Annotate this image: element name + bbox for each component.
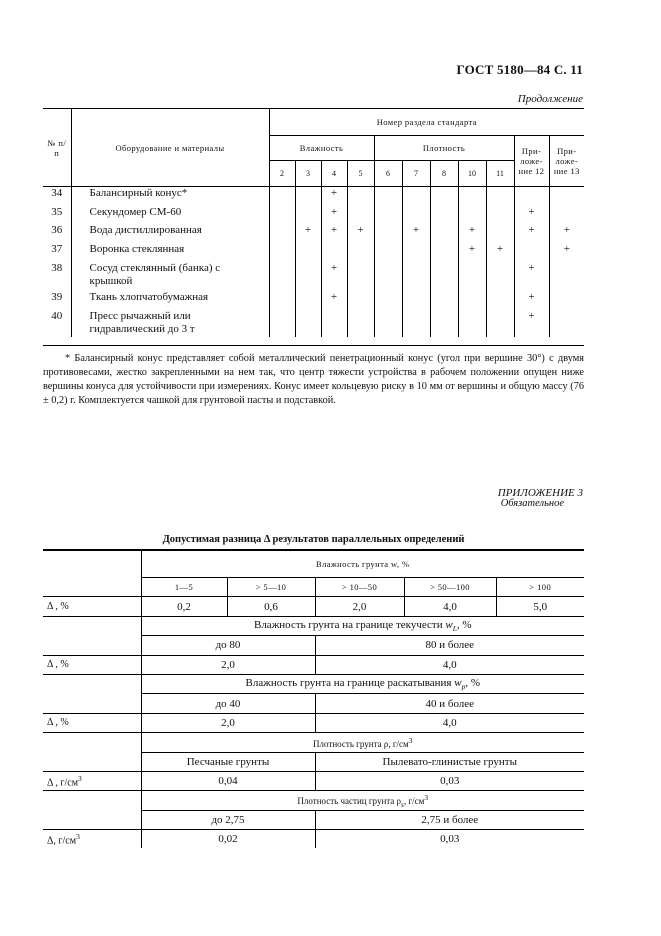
delta-gcm-sup: 3 xyxy=(78,773,82,783)
mark-cell xyxy=(514,187,549,206)
liquid-range: 80 и более xyxy=(315,636,584,655)
delta-label: Δ , % xyxy=(43,655,141,674)
mark-cell xyxy=(374,187,402,206)
moisture-range: > 10—50 xyxy=(315,578,404,597)
mark-cell xyxy=(295,187,321,206)
mark-cell xyxy=(458,291,486,310)
mark-cell xyxy=(347,187,374,206)
mark-cell: + xyxy=(402,224,430,243)
mark-cell: + xyxy=(514,262,549,291)
mark-cell xyxy=(430,224,458,243)
sub-col: 7 xyxy=(402,161,430,187)
equipment-table xyxy=(43,108,584,337)
mark-cell: + xyxy=(321,206,347,224)
col-num-header: № п/п xyxy=(43,109,71,187)
sub-col: 6 xyxy=(374,161,402,187)
label-empty xyxy=(43,550,141,597)
mark-cell xyxy=(295,243,321,262)
particle-range: 2,75 и более xyxy=(315,810,584,829)
mark-cell xyxy=(402,187,430,206)
particle-range: до 2,75 xyxy=(141,810,315,829)
mark-cell xyxy=(269,206,295,224)
liquid-symbol: w xyxy=(445,618,453,631)
sub-col: 4 xyxy=(321,161,347,187)
density-header xyxy=(141,733,584,752)
mark-cell xyxy=(486,291,514,310)
mark-cell: + xyxy=(458,224,486,243)
col-section-header: Номер раздела стандарта xyxy=(269,109,584,136)
row-number: 40 xyxy=(51,309,63,322)
mark-cell: + xyxy=(321,262,347,291)
sub-col: 5 xyxy=(347,161,374,187)
particle-value: 0,02 xyxy=(141,830,315,849)
mark-cell xyxy=(402,291,430,310)
liquid-value: 2,0 xyxy=(141,655,315,674)
plastic-sub: p xyxy=(461,682,466,692)
equipment-name: Секундомер СМ-60 xyxy=(71,206,269,224)
mark-cell xyxy=(486,262,514,291)
plastic-header-text: Влажность грунта на границе раскатывания xyxy=(245,677,452,690)
mark-cell xyxy=(430,187,458,206)
density-value: 0,04 xyxy=(141,771,315,790)
tolerance-table xyxy=(43,549,584,848)
moisture-range: > 100 xyxy=(496,578,584,597)
liquid-limit-header xyxy=(141,616,584,635)
mark-cell: + xyxy=(321,224,347,243)
mark-cell xyxy=(374,291,402,310)
delta-gcm-text: Δ , г/см xyxy=(47,777,79,789)
mark-cell xyxy=(430,262,458,291)
col-equipment-header: Оборудование и материалы xyxy=(71,109,269,187)
mark-cell xyxy=(295,206,321,224)
mark-cell xyxy=(458,262,486,291)
equipment-name: Ткань хлопчатобумажная xyxy=(71,291,269,310)
mark-cell: + xyxy=(514,206,549,224)
particle-unit: , г/см xyxy=(403,795,425,806)
label-empty xyxy=(43,791,141,830)
mark-cell xyxy=(374,310,402,337)
mark-cell xyxy=(486,310,514,337)
mark-cell xyxy=(402,262,430,291)
moisture-value: 5,0 xyxy=(496,597,584,616)
mark-cell: + xyxy=(549,224,584,243)
mark-cell xyxy=(269,187,295,206)
row-number: 36 xyxy=(51,223,63,236)
density-type: Пылевато-глинистые грунты xyxy=(315,752,584,771)
mark-cell xyxy=(549,206,584,224)
equipment-row xyxy=(43,224,584,243)
mark-cell xyxy=(402,310,430,337)
delta-label: Δ , % xyxy=(43,713,141,732)
mark-cell xyxy=(347,206,374,224)
liquid-header-text: Влажность грунта на границе текучести xyxy=(253,618,443,631)
mark-cell xyxy=(374,224,402,243)
delta-gcm2-text: Δ, г/см xyxy=(47,835,77,847)
label-empty xyxy=(43,616,141,655)
row-number: 34 xyxy=(51,187,63,199)
sub-col: 8 xyxy=(430,161,458,187)
mark-cell xyxy=(269,224,295,243)
mark-cell xyxy=(269,243,295,262)
mark-cell: + xyxy=(321,291,347,310)
plastic-limit-header xyxy=(141,674,584,693)
mark-cell xyxy=(402,243,430,262)
particle-value: 0,03 xyxy=(440,833,460,846)
liquid-range: до 80 xyxy=(141,636,315,655)
delta-label: Δ , % xyxy=(43,597,141,616)
mark-cell xyxy=(486,224,514,243)
moisture-range: > 50—100 xyxy=(404,578,496,597)
particle-sup: 3 xyxy=(424,792,429,802)
moisture-value: 2,0 xyxy=(315,597,404,616)
mark-cell xyxy=(430,243,458,262)
plastic-symbol: w xyxy=(454,677,462,690)
mark-cell xyxy=(458,310,486,337)
plastic-range: 40 и более xyxy=(315,694,584,713)
mark-cell xyxy=(514,243,549,262)
equipment-row xyxy=(43,262,584,291)
group-moisture: Влажность xyxy=(269,136,374,161)
equipment-row xyxy=(43,206,584,224)
mark-cell: + xyxy=(514,224,549,243)
mark-cell xyxy=(321,243,347,262)
mark-cell: + xyxy=(347,224,374,243)
equipment-row xyxy=(43,310,584,337)
mark-cell xyxy=(347,262,374,291)
equipment-name: Пресс рычажный или гидравлический до 3 т xyxy=(71,310,269,337)
liquid-value: 4,0 xyxy=(315,655,584,674)
table2-title: Допустимая разница Δ результатов параллельных определений xyxy=(162,534,465,545)
mark-cell xyxy=(374,243,402,262)
mark-cell xyxy=(458,187,486,206)
delta-label xyxy=(43,771,141,790)
mark-cell xyxy=(486,187,514,206)
mark-cell xyxy=(549,262,584,291)
equipment-row xyxy=(43,243,584,262)
mark-cell xyxy=(347,310,374,337)
row-number: 38 xyxy=(51,261,63,274)
mark-cell xyxy=(374,206,402,224)
mark-cell xyxy=(430,206,458,224)
mark-cell: + xyxy=(549,243,584,262)
mark-cell xyxy=(295,291,321,310)
mark-cell xyxy=(458,206,486,224)
moisture-range: > 5—10 xyxy=(227,578,315,597)
mark-cell xyxy=(549,291,584,310)
mark-cell xyxy=(549,187,584,206)
continuation-label: Продолжение xyxy=(517,93,583,105)
appendix12-header: При- ложе- ние 12 xyxy=(514,136,549,187)
footnote: * Балансирный конус представляет собой металлический пенетрационный конус (угол при вершине 30°) с двумя противовесами, жестко закрепленными на нем так, что центр тяжести устройства в рабочем положении опущен ниже вершины конуса для устойчивости при измерениях. Конус имеет кольцевую риску в 10 мм от вершины и общую массу (76 ± 0,2) г. Комплектуется чашкой для грунтовой пасты и подставкой. xyxy=(43,353,584,406)
particle-density-header xyxy=(141,791,584,810)
equipment-row xyxy=(43,187,584,206)
mark-cell xyxy=(321,310,347,337)
moisture-value: 4,0 xyxy=(404,597,496,616)
plastic-range: до 40 xyxy=(141,694,315,713)
label-empty xyxy=(43,733,141,772)
appendix-subtitle: Обязательное xyxy=(500,498,564,509)
moisture-value: 0,6 xyxy=(227,597,315,616)
label-empty xyxy=(43,674,141,713)
density-type: Песчаные грунты xyxy=(141,752,315,771)
plastic-value: 2,0 xyxy=(141,713,315,732)
page-header: ГОСТ 5180—84 С. 11 xyxy=(456,62,583,77)
moisture-header: Влажность грунта w, % xyxy=(141,550,584,578)
sub-col: 11 xyxy=(486,161,514,187)
density-header-text: Плотность грунта ρ, г/см xyxy=(313,738,409,749)
moisture-value: 0,2 xyxy=(141,597,227,616)
mark-cell: + xyxy=(458,243,486,262)
equipment-name: Воронка стеклянная xyxy=(71,243,269,262)
mark-cell xyxy=(269,291,295,310)
mark-cell xyxy=(486,206,514,224)
group-density: Плотность xyxy=(374,136,514,161)
table-bottom-rule xyxy=(43,345,584,346)
mark-cell xyxy=(430,310,458,337)
delta-gcm2-sup: 3 xyxy=(76,832,80,842)
equipment-row xyxy=(43,291,584,310)
mark-cell xyxy=(374,262,402,291)
mark-cell xyxy=(269,262,295,291)
liquid-unit: , % xyxy=(456,618,472,631)
density-value: 0,03 xyxy=(315,771,584,790)
moisture-range: 1—5 xyxy=(141,578,227,597)
mark-cell xyxy=(295,262,321,291)
mark-cell: + xyxy=(486,243,514,262)
equipment-name: Сосуд стеклянный (банка) с крышкой xyxy=(71,262,269,291)
mark-cell xyxy=(549,310,584,337)
row-number: 39 xyxy=(51,290,63,303)
sub-col: 10 xyxy=(458,161,486,187)
sub-col: 3 xyxy=(295,161,321,187)
mark-cell xyxy=(430,291,458,310)
mark-cell xyxy=(347,291,374,310)
row-number: 35 xyxy=(51,205,63,218)
liquid-sub: L xyxy=(452,624,457,634)
appendix13-header: При- ложе- ние 13 xyxy=(549,136,584,187)
mark-cell xyxy=(347,243,374,262)
particle-header-text: Плотность частиц грунта ρ xyxy=(297,795,402,806)
appendix-title: ПРИЛОЖЕНИЕ 3 xyxy=(497,487,583,499)
delta-label xyxy=(43,830,141,849)
mark-cell xyxy=(295,310,321,337)
mark-cell: + xyxy=(514,310,549,337)
plastic-unit: , % xyxy=(465,677,480,690)
mark-cell: + xyxy=(295,224,321,243)
equipment-name: Балансирный конус* xyxy=(71,187,269,206)
row-number: 37 xyxy=(51,242,63,255)
mark-cell xyxy=(402,206,430,224)
density-sup: 3 xyxy=(408,735,413,745)
equipment-name: Вода дистиллированная xyxy=(71,224,269,243)
mark-cell: + xyxy=(321,187,347,206)
mark-cell: + xyxy=(514,291,549,310)
sub-col: 2 xyxy=(269,161,295,187)
particle-sub: s xyxy=(401,799,404,809)
mark-cell xyxy=(269,310,295,337)
plastic-value: 4,0 xyxy=(315,713,584,732)
